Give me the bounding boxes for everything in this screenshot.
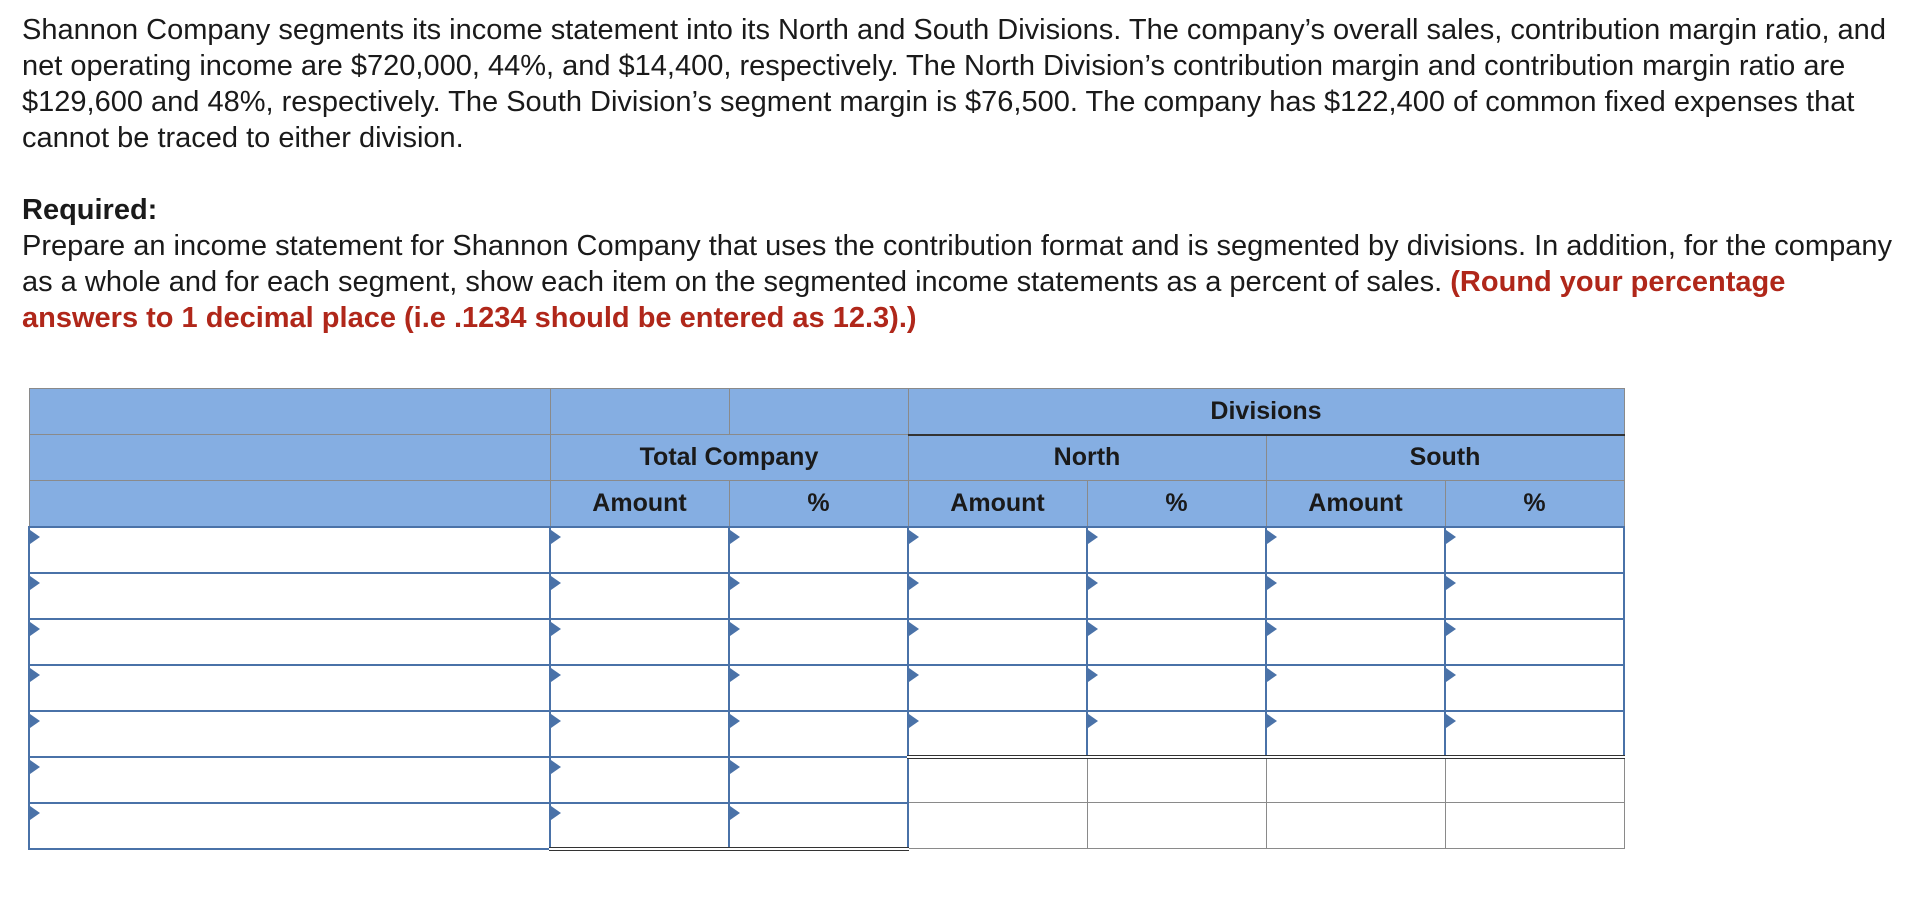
total-amount-input[interactable]: [551, 712, 728, 756]
north-amount-cell[interactable]: [908, 527, 1087, 573]
north-percent-input[interactable]: [1088, 574, 1265, 618]
header-blank-label: [29, 389, 550, 435]
header-row-divisions: [29, 389, 1624, 435]
row-label-input[interactable]: [30, 758, 549, 802]
north-amount-cell[interactable]: [908, 665, 1087, 711]
north-percent-input[interactable]: [1088, 528, 1265, 572]
header-blank-label-2: [29, 435, 550, 481]
header-blank-label-3: [29, 481, 550, 527]
south-percent-input[interactable]: [1446, 574, 1623, 618]
empty-cell: [1445, 757, 1624, 803]
header-total-company: Total Company: [550, 435, 908, 481]
north-percent-input[interactable]: [1088, 620, 1265, 664]
empty-cell: [908, 803, 1087, 849]
total-amount-input[interactable]: [551, 804, 728, 847]
empty-cell: [1445, 803, 1624, 849]
total-amount-cell[interactable]: [550, 527, 729, 573]
north-amount-cell[interactable]: [908, 711, 1087, 757]
table-row: [29, 619, 1624, 665]
table-row: [29, 573, 1624, 619]
total-amount-cell[interactable]: [550, 757, 729, 803]
south-percent-input[interactable]: [1446, 620, 1623, 664]
header-south: South: [1266, 435, 1624, 481]
required-heading: Required:: [22, 194, 158, 226]
total-amount-input[interactable]: [551, 620, 728, 664]
total-amount-input[interactable]: [551, 528, 728, 572]
row-label-cell[interactable]: [29, 573, 550, 619]
south-amount-cell[interactable]: [1266, 619, 1445, 665]
north-percent-cell[interactable]: [1087, 665, 1266, 711]
row-label-input[interactable]: [30, 620, 549, 664]
row-label-cell[interactable]: [29, 803, 550, 849]
north-amount-input[interactable]: [909, 574, 1086, 618]
table-row: [29, 757, 1624, 803]
total-percent-input[interactable]: [730, 666, 907, 710]
north-amount-cell[interactable]: [908, 573, 1087, 619]
total-percent-cell[interactable]: [729, 665, 908, 711]
problem-paragraph: Shannon Company segments its income statement into its North and South Divisions. The company’s overall sales, contribution margin ratio, and net operating income are $720,000, 44%, and $14,400, respectively. The North Division’s contribution margin and contribution margin ratio are $129,600 and 48%, respectively. The South Division’s segment margin is $76,500. The company has $122,400 of common fixed expenses that cannot be traced to either division.: [22, 14, 1886, 154]
south-amount-cell[interactable]: [1266, 665, 1445, 711]
row-label-cell[interactable]: [29, 665, 550, 711]
north-amount-cell[interactable]: [908, 619, 1087, 665]
header-total-percent: %: [729, 481, 908, 527]
total-percent-input[interactable]: [730, 758, 907, 802]
total-percent-cell[interactable]: [729, 711, 908, 757]
north-percent-input[interactable]: [1088, 666, 1265, 710]
south-amount-cell[interactable]: [1266, 711, 1445, 757]
row-label-cell[interactable]: [29, 527, 550, 573]
north-percent-input[interactable]: [1088, 712, 1265, 755]
total-percent-cell[interactable]: [729, 803, 908, 849]
row-label-input[interactable]: [30, 712, 549, 756]
row-label-cell[interactable]: [29, 711, 550, 757]
total-amount-cell[interactable]: [550, 619, 729, 665]
total-percent-input[interactable]: [730, 804, 907, 847]
empty-cell: [1266, 757, 1445, 803]
north-amount-input[interactable]: [909, 666, 1086, 710]
total-amount-cell[interactable]: [550, 573, 729, 619]
total-amount-input[interactable]: [551, 574, 728, 618]
south-percent-cell[interactable]: [1445, 711, 1624, 757]
row-label-input[interactable]: [30, 574, 549, 618]
total-amount-input[interactable]: [551, 758, 728, 802]
empty-cell: [1266, 803, 1445, 849]
header-south-amount: Amount: [1266, 481, 1445, 527]
empty-cell: [1087, 757, 1266, 803]
header-north: North: [908, 435, 1266, 481]
header-blank-total-amount: [550, 389, 729, 435]
row-label-cell[interactable]: [29, 619, 550, 665]
south-percent-input[interactable]: [1446, 528, 1623, 572]
header-row-columns: [29, 481, 1624, 527]
total-percent-input[interactable]: [730, 712, 907, 756]
north-percent-cell[interactable]: [1087, 573, 1266, 619]
empty-cell: [908, 757, 1087, 803]
south-percent-cell[interactable]: [1445, 619, 1624, 665]
south-percent-input[interactable]: [1446, 666, 1623, 710]
row-label-input[interactable]: [30, 666, 549, 710]
empty-cell: [1087, 803, 1266, 849]
total-percent-cell[interactable]: [729, 527, 908, 573]
table-row: [29, 711, 1624, 757]
total-percent-cell[interactable]: [729, 573, 908, 619]
required-text: Prepare an income statement for Shannon Company that uses the contribution format and is segmented by divisions. In addition, for the company as a whole and for each segment, show each item on the segmented income statements as a percent of sales.: [22, 230, 1892, 298]
total-amount-cell[interactable]: [550, 711, 729, 757]
south-amount-cell[interactable]: [1266, 527, 1445, 573]
header-row-segments: [29, 435, 1624, 481]
north-percent-cell[interactable]: [1087, 711, 1266, 757]
total-amount-cell[interactable]: [550, 665, 729, 711]
north-amount-input[interactable]: [909, 620, 1086, 664]
south-percent-cell[interactable]: [1445, 573, 1624, 619]
south-amount-input[interactable]: [1267, 666, 1444, 710]
south-amount-input[interactable]: [1267, 712, 1444, 755]
total-amount-input[interactable]: [551, 666, 728, 710]
row-label-input[interactable]: [30, 804, 549, 848]
total-percent-input[interactable]: [730, 620, 907, 664]
required-instructions: [22, 228, 1902, 336]
south-percent-cell[interactable]: [1445, 527, 1624, 573]
north-amount-input[interactable]: [909, 528, 1086, 572]
header-blank-total-pct: [729, 389, 908, 435]
row-label-input[interactable]: [30, 528, 549, 572]
header-north-percent: %: [1087, 481, 1266, 527]
north-percent-cell[interactable]: [1087, 527, 1266, 573]
question-content: [22, 12, 1902, 336]
south-amount-input[interactable]: [1267, 528, 1444, 572]
header-divisions: Divisions: [908, 389, 1624, 435]
north-amount-input[interactable]: [909, 712, 1086, 755]
south-amount-cell[interactable]: [1266, 573, 1445, 619]
header-south-percent: %: [1445, 481, 1624, 527]
south-amount-input[interactable]: [1267, 620, 1444, 664]
header-north-amount: Amount: [908, 481, 1087, 527]
south-percent-input[interactable]: [1446, 712, 1623, 755]
table-row: [29, 665, 1624, 711]
segmented-income-statement-table: [28, 388, 1625, 851]
table-row: [29, 803, 1624, 849]
total-percent-cell[interactable]: [729, 619, 908, 665]
row-label-cell[interactable]: [29, 757, 550, 803]
north-percent-cell[interactable]: [1087, 619, 1266, 665]
total-percent-cell[interactable]: [729, 757, 908, 803]
total-amount-cell[interactable]: [550, 803, 729, 849]
south-percent-cell[interactable]: [1445, 665, 1624, 711]
south-amount-input[interactable]: [1267, 574, 1444, 618]
total-percent-input[interactable]: [730, 574, 907, 618]
table-row: [29, 527, 1624, 573]
total-percent-input[interactable]: [730, 528, 907, 572]
rounding-note: (Round your percentage answers to 1 decimal place (i.e .1234 should be entered as 12.3).): [22, 266, 1786, 334]
header-total-amount: Amount: [550, 481, 729, 527]
